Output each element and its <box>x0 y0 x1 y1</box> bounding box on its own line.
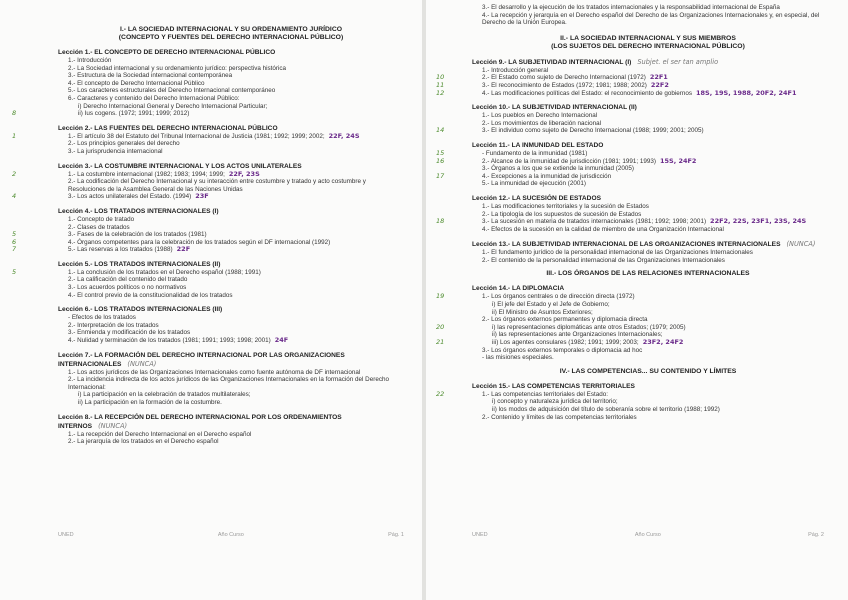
list-item <box>472 12 824 27</box>
list-item <box>58 391 404 399</box>
item-text: ii) El Ministro de Asuntos Exteriores; <box>492 308 593 316</box>
item-text: 1.- La costumbre internacional (1982; 1983; 1994; 1999; <box>68 170 225 178</box>
item-text: 4.- Excepciones a la inmunidad de jurisdicción <box>482 172 612 180</box>
handwritten-note: 22F, 23S <box>228 169 260 178</box>
margin-annotation: 1 <box>12 131 17 140</box>
lesson-block <box>436 194 824 233</box>
list-item <box>436 126 824 135</box>
margin-annotation: 7 <box>12 245 17 254</box>
lesson-title: Lección 12.- LA SUCESIÓN DE ESTADOS <box>472 194 601 202</box>
item-text: 1.- El artículo 38 del Estatuto del Tribunal Internacional de Justicia (1981; 1992; 1999; 2002; <box>68 132 325 140</box>
item-text: 3.- Los órganos externos temporales o diplomacia ad hoc <box>482 346 643 354</box>
item-text: 2.- Alcance de la inmunidad de jurisdicción (1981; 1991; 1993) <box>482 157 656 165</box>
section-title-line: (CONCEPTO Y FUENTES DEL DERECHO INTERNACIONAL PÚBLICO) <box>118 34 344 41</box>
list-item <box>58 72 404 80</box>
list-item <box>12 131 404 141</box>
margin-annotation: 18 <box>436 217 445 226</box>
lesson-heading <box>58 208 404 216</box>
footer-page-number: Pág. 1 <box>388 532 404 538</box>
item-text: - Fundamento de la inmunidad (1981) <box>482 149 588 157</box>
footer-institution: UNED <box>58 532 74 538</box>
item-text: i) El jefe del Estado y el Jefe de Gobierno; <box>492 301 610 309</box>
item-text: 3.- Estructura de la Sociedad internacional contemporánea <box>68 72 233 80</box>
item-text: 2.- La incidencia indirecta de los actos jurídicos de las Organizaciones Internacionales en la formación del Derecho Internacional: <box>68 376 389 391</box>
lesson-title: Lección 5.- LOS TRATADOS INTERNACIONALES (II) <box>58 260 221 268</box>
left-column <box>12 26 404 446</box>
margin-annotation: 2 <box>12 169 17 178</box>
list-item <box>58 438 404 446</box>
margin-annotation: 16 <box>436 156 445 165</box>
item-text: 4.- Órganos competentes para la celebración de los tratados según el DF internacional (1992) <box>68 238 331 246</box>
footer-institution: UNED <box>472 532 488 538</box>
lesson-title: Lección 9.- LA SUBJETIVIDAD INTERNACIONAL (I) <box>472 58 632 66</box>
lesson-block <box>472 240 824 264</box>
list-item <box>58 95 404 103</box>
list-item <box>58 148 404 156</box>
section-title-line: III.- LOS ÓRGANOS DE LAS RELACIONES INTERNACIONALES <box>546 270 750 278</box>
lesson-block <box>58 352 404 407</box>
lesson-block <box>12 162 404 201</box>
list-item <box>58 57 404 65</box>
list-item <box>58 322 404 330</box>
item-text: 2.- Clases de tratados <box>68 223 130 231</box>
list-item <box>472 249 824 257</box>
handwritten-side-note: (NUNCA) <box>786 240 816 249</box>
list-item <box>472 406 824 414</box>
list-item <box>58 314 404 322</box>
list-item <box>436 171 824 181</box>
lesson-heading <box>472 240 824 249</box>
lesson-heading <box>472 285 824 293</box>
list-item <box>436 322 824 332</box>
lesson-title: Lección 15.- LAS COMPETENCIAS TERRITORIALES <box>472 382 635 390</box>
list-item <box>12 230 404 239</box>
footer-course: Año Curso <box>217 532 244 538</box>
item-text: 2.- Interpretación de los tratados <box>68 321 159 329</box>
list-item <box>58 140 404 148</box>
list-item <box>58 369 404 377</box>
item-text: 3.- El individuo como sujeto de Derecho Internacional (1988; 1999; 2001; 2005) <box>482 127 704 135</box>
list-item <box>58 178 404 193</box>
list-item <box>12 192 404 201</box>
lesson-heading <box>58 49 404 57</box>
list-item <box>58 216 404 224</box>
handwritten-note: 22F2, 22S, 23F1, 23S, 24S <box>710 217 807 226</box>
list-item <box>436 292 824 301</box>
handwritten-note: 24F <box>274 336 289 345</box>
lesson-heading <box>472 142 824 150</box>
handwritten-note: 22F, 24S <box>328 131 360 140</box>
left-footer <box>58 532 404 538</box>
lesson-title: Lección 2.- LAS FUENTES DEL DERECHO INTERNACIONAL PÚBLICO <box>58 124 278 132</box>
item-text: 3.- La jurisprudencia internacional <box>68 147 163 155</box>
list-item <box>58 431 404 439</box>
list-item <box>472 180 824 188</box>
list-item <box>58 399 404 407</box>
lesson-block <box>12 260 404 299</box>
lesson-block <box>436 285 824 362</box>
item-text: 2.- El Estado como sujeto de Derecho Internacional (1972) <box>482 74 646 82</box>
lesson-block <box>58 414 404 446</box>
margin-annotation: 10 <box>436 73 445 82</box>
list-item <box>472 354 824 362</box>
item-text: 2.- La calificación del contenido del tratado <box>68 276 188 284</box>
item-text: ii) Ius cogens. (1972; 1991; 1999; 2012) <box>78 110 190 118</box>
section-title <box>472 368 824 376</box>
section-title <box>472 35 824 51</box>
section-title-line: IV.- LAS COMPETENCIAS... SU CONTENIDO Y LÍMITES <box>559 367 737 375</box>
item-text: iii) Los agentes consulares (1982; 1991; 1999; 2003; <box>492 339 639 347</box>
margin-annotation: 20 <box>436 322 445 331</box>
item-text: 1.- Introducción <box>68 57 112 64</box>
item-text: i) La participación en la celebración de tratados multilaterales; <box>78 391 251 399</box>
item-text: i) Derecho Internacional General y Derecho Internacional Particular; <box>78 102 268 110</box>
item-text: 2.- Los principios generales del derecho <box>68 140 180 148</box>
right-footer <box>472 532 824 538</box>
item-text: 1.- El fundamento jurídico de la personalidad internacional de las Organizaciones Internacionales <box>482 249 753 257</box>
section-title <box>472 270 824 278</box>
list-item <box>58 376 404 391</box>
item-text: 2.- Los movimientos de liberación nacional <box>482 119 602 127</box>
list-item <box>472 4 824 12</box>
lesson-title: Lección 4.- LOS TRATADOS INTERNACIONALES (I) <box>58 207 219 215</box>
right-column <box>436 4 824 421</box>
left-page <box>0 0 422 600</box>
list-item <box>436 338 824 347</box>
list-item <box>12 169 404 179</box>
item-text: 3.- Los actos unilaterales del Estado. (1994) <box>68 193 192 201</box>
handwritten-note: 22F <box>176 245 191 254</box>
handwritten-note: 23F2, 24F2 <box>642 338 684 347</box>
lesson-block <box>436 104 824 135</box>
list-item <box>472 257 824 265</box>
list-item <box>472 347 824 355</box>
item-text: 3.- Órganos a los que se extiende la inmunidad (2005) <box>482 165 634 173</box>
item-text: ii) los modos de adquisición del título de soberanía sobre el territorio (1988; 1992) <box>492 406 720 413</box>
item-text: 3.- El desarrollo y la ejecución de los tratados internacionales y la responsabilidad internacional de España <box>482 4 780 11</box>
margin-annotation: 12 <box>436 88 445 97</box>
item-text: 1.- Los órganos centrales o de dirección directa (1972) <box>482 293 635 301</box>
margin-annotation: 17 <box>436 171 445 180</box>
item-text: 5.- Los caracteres estructurales del Derecho Internacional contemporáneo <box>68 87 276 95</box>
list-item <box>436 156 824 166</box>
item-text: ii) La participación en la formación de la costumbre. <box>78 399 222 406</box>
item-text: 4.- Las modificaciones políticas del Estado: el reconocimiento de gobiernos <box>482 89 693 97</box>
item-text: 3.- Los acuerdos políticos o no normativos <box>68 284 187 292</box>
margin-annotation: 5 <box>12 267 17 276</box>
lesson-title: Lección 6.- LOS TRATADOS INTERNACIONALES (III) <box>58 306 223 314</box>
lesson-block <box>12 207 404 254</box>
handwritten-side-note: (NUNCA) <box>98 421 128 430</box>
item-text: 2.- El contenido de la personalidad internacional de las Organizaciones Internacionales <box>482 256 725 264</box>
item-text: 2.- La codificación del Derecho Internacional y su interacción entre costumbre y tratado y acto costumbre y Resoluciones de la Asamblea General de las Naciones Unidas <box>68 178 366 193</box>
list-item <box>472 112 824 120</box>
margin-annotation: 5 <box>12 230 17 239</box>
handwritten-side-note: Subjet. el ser tan amplio <box>637 57 719 66</box>
list-item <box>472 203 824 211</box>
list-item <box>58 276 404 284</box>
list-item <box>58 329 404 337</box>
item-text: 4.- Nulidad y terminación de los tratados (1981; 1991; 1993; 1998; 2001) <box>68 337 271 345</box>
section-title <box>58 26 404 42</box>
item-text: 6.- Caracteres y contenido del Derecho Internacional Público: <box>68 94 240 102</box>
lesson-title: Lección 3.- LA COSTUMBRE INTERNACIONAL Y LOS ACTOS UNILATERALES <box>58 162 302 170</box>
lesson-block <box>436 382 824 421</box>
item-text: 2.- La tipología de los supuestos de sucesión de Estados <box>482 210 642 218</box>
list-item <box>472 316 824 324</box>
item-text: 4.- El control previo de la constitucionalidad de los tratados <box>68 291 233 299</box>
list-item <box>472 309 824 317</box>
section-title-line: II.- LA SOCIEDAD INTERNACIONAL Y SUS MIEMBROS <box>560 34 736 42</box>
lesson-heading <box>58 352 404 369</box>
lesson-title: Lección 14.- LA DIPLOMACIA <box>472 285 565 293</box>
handwritten-note: 22F2 <box>650 80 669 89</box>
lesson-heading <box>58 414 404 431</box>
item-text: 1.- Los actos jurídicos de las Organizaciones Internacionales como fuente autónoma de DF internacional <box>68 368 361 376</box>
section-title-line: (LOS SUJETOS DEL DERECHO INTERNACIONAL PÚBLICO) <box>551 42 745 50</box>
item-text: 2.- Contenido y límites de las competencias territoriales <box>482 413 637 421</box>
lesson-block <box>12 49 404 118</box>
list-item <box>12 109 404 118</box>
margin-annotation: 19 <box>436 292 445 301</box>
list-item <box>436 73 824 82</box>
item-text: 3.- La sucesión en materia de tratados internacionales (1981; 1992; 1998; 2001) <box>482 218 707 226</box>
list-item <box>58 292 404 300</box>
list-item <box>58 103 404 111</box>
item-text: 1.- Las competencias territoriales del Estado: <box>482 390 608 398</box>
lesson-block <box>436 141 824 188</box>
footer-course: Año Curso <box>634 532 661 538</box>
margin-annotation: 6 <box>12 237 17 246</box>
item-text: 5.- Las reservas a los tratados (1988) <box>68 246 173 254</box>
lesson-title: Lección 7.- LA FORMACIÓN DEL DERECHO INTERNACIONAL POR LAS ORGANIZACIONES INTERNACIONALES <box>58 351 345 368</box>
lesson-heading <box>58 306 404 314</box>
item-text: 2.- La Sociedad internacional y su ordenamiento jurídico: perspectiva histórica <box>68 64 287 72</box>
list-item <box>436 148 824 158</box>
item-text: i) las representaciones diplomáticas ante otros Estados; (1979; 2005) <box>492 323 686 331</box>
list-item <box>472 165 824 173</box>
item-text: 4.- El concepto de Derecho Internacional Público <box>68 79 205 87</box>
list-item <box>472 398 824 406</box>
item-text: 1.- Las modificaciones territoriales y la sucesión de Estados <box>482 202 649 210</box>
margin-annotation: 14 <box>436 126 445 135</box>
list-item <box>436 389 824 399</box>
item-text: 1.- Introducción general <box>482 66 549 74</box>
list-item <box>58 80 404 88</box>
lesson-block <box>12 124 404 156</box>
handwritten-note: 22F1 <box>649 73 668 82</box>
handwritten-note: 18S, 19S, 1988, 20F2, 24F1 <box>696 88 797 97</box>
handwritten-note: 15S, 24F2 <box>659 156 697 165</box>
margin-annotation: 8 <box>12 109 17 118</box>
margin-annotation: 22 <box>436 389 445 398</box>
list-item <box>436 88 824 98</box>
right-page <box>426 0 848 600</box>
item-text: 3.- Enmienda y modificación de los tratados <box>68 329 191 337</box>
item-text: i) concepto y naturaleza jurídica del territorio; <box>492 398 618 406</box>
lesson-heading <box>472 58 824 67</box>
lesson-heading <box>472 383 824 391</box>
list-item <box>472 120 824 128</box>
item-text: 4.- La recepción y jerarquía en el Derecho español del Derecho de las Organizaciones Internacionales y, en especial, del Derecho de la Unión Europea. <box>482 11 820 27</box>
margin-annotation: 15 <box>436 148 445 157</box>
item-text: 1.- La conclusión de los tratados en el Derecho español (1988; 1991) <box>68 268 261 276</box>
item-text: 1.- La recepción del Derecho Internacional en el Derecho español <box>68 430 252 438</box>
item-text: 1.- Los pueblos en Derecho Internacional <box>482 112 598 120</box>
item-text: 2.- Los órganos externos permanentes y diplomacia directa <box>482 316 648 324</box>
item-text: 5.- La inmunidad de ejecución (2001) <box>482 180 586 188</box>
lesson-heading <box>58 261 404 269</box>
item-text: 3.- El reconocimiento de Estados (1972; 1981; 1988; 2002) <box>482 81 647 89</box>
item-text: 2.- La jerarquía de los tratados en el Derecho español <box>68 438 219 446</box>
list-item <box>12 267 404 277</box>
lesson-title: Lección 10.- LA SUBJETIVIDAD INTERNACIONAL (II) <box>472 104 637 112</box>
lesson-title: Lección 8.- LA RECEPCIÓN DEL DERECHO INTERNACIONAL POR LOS ORDENAMIENTOS INTERNOS <box>58 413 342 430</box>
item-text: - Efectos de los tratados <box>68 314 136 322</box>
list-item <box>58 87 404 95</box>
item-text: 1.- Concepto de tratado <box>68 215 135 223</box>
margin-annotation: 4 <box>12 192 17 201</box>
margin-annotation: 21 <box>436 338 445 347</box>
list-item <box>436 217 824 226</box>
list-item <box>58 65 404 73</box>
item-text: 4.- Efectos de la sucesión en la calidad de miembro de una Organización Internacional <box>482 225 724 233</box>
margin-annotation: 11 <box>436 80 445 89</box>
item-text: - las misiones especiales. <box>482 354 554 362</box>
lesson-block <box>58 306 404 344</box>
list-item <box>12 245 404 254</box>
handwritten-side-note: (NUNCA) <box>127 359 157 368</box>
list-item <box>58 284 404 292</box>
lesson-title: Lección 11.- LA INMUNIDAD DEL ESTADO <box>472 141 604 149</box>
item-text: ii) las representaciones ante Organizaciones Internacionales; <box>492 331 663 339</box>
lesson-block <box>436 57 824 97</box>
list-item <box>472 226 824 234</box>
list-item <box>472 414 824 422</box>
list-item <box>472 301 824 309</box>
section-title-line: I.- LA SOCIEDAD INTERNACIONAL Y SU ORDENAMIENTO JURÍDICO <box>119 26 343 33</box>
lesson-heading <box>472 104 824 112</box>
lesson-title: Lección 1.- EL CONCEPTO DE DERECHO INTERNACIONAL PÚBLICO <box>58 49 276 56</box>
handwritten-note: 23F <box>195 192 209 201</box>
lesson-title: Lección 13.- LA SUBJETIVIDAD INTERNACIONAL DE LAS ORGANIZACIONES INTERNACIONALES <box>472 241 781 249</box>
list-item <box>58 224 404 232</box>
item-text: 3.- Fases de la celebración de los tratados (1981) <box>68 231 207 239</box>
footer-page-number: Pág. 2 <box>808 532 824 538</box>
lesson-heading <box>472 195 824 203</box>
list-item <box>58 337 404 345</box>
